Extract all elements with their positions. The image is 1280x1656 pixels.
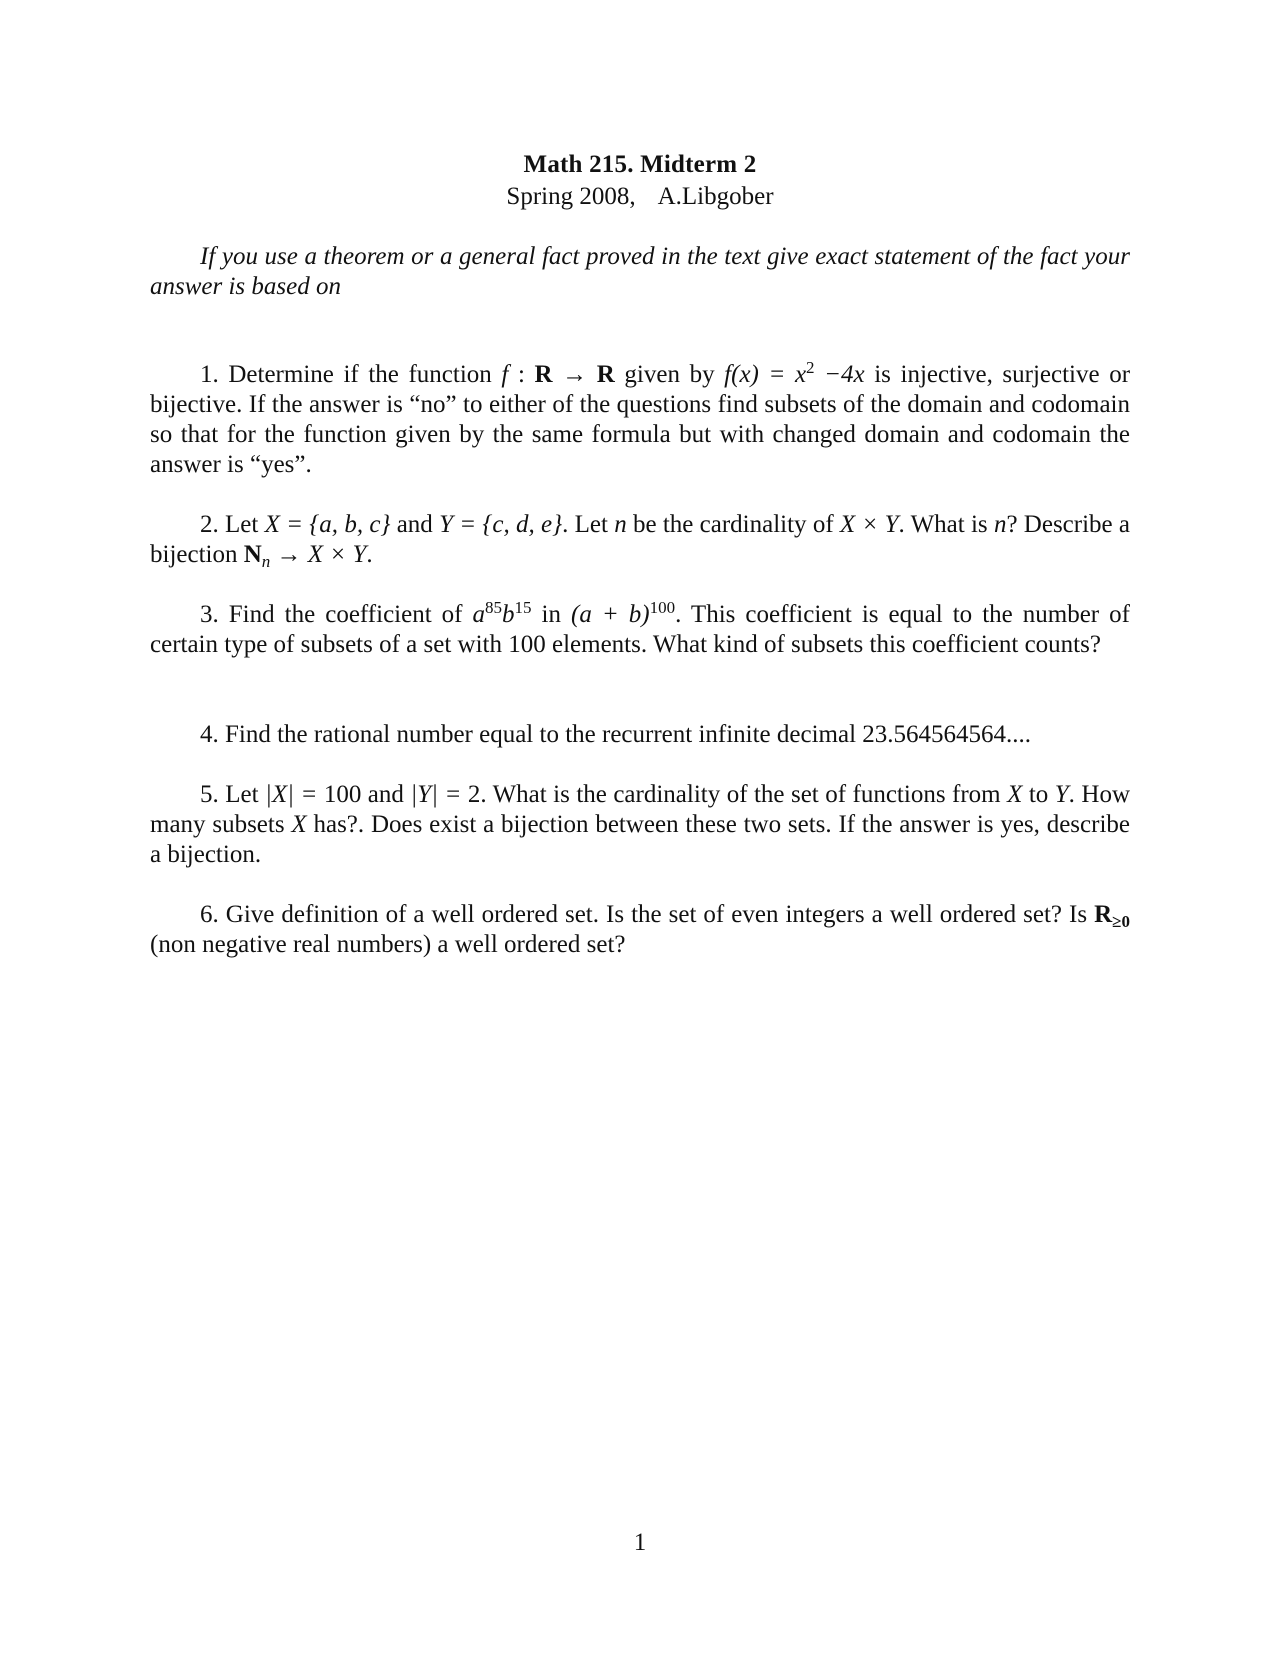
exam-instructions: If you use a theorem or a general fact proved in the text give exact statement of the fact your answer is based on (150, 243, 1130, 300)
exam-semester: Spring 2008, (506, 183, 636, 210)
page-number: 1 (633, 1529, 647, 1556)
problem-5: 5. Let |X| = 100 and |Y| = 2. What is the cardinality of the set of functions from X to Y. How many subsets X has?. Does exist a bijection between these two sets. If the answer is yes, describe a bijection. (150, 781, 1130, 868)
problem-4: 4. Find the rational number equal to the recurrent infinite decimal 23.564564564.... (200, 721, 1032, 748)
problem-2: 2. Let X = {a, b, c} and Y = {c, d, e}. Let n be the cardinality of X × Y. What is n? Describe a bijection $N_n \to X \times Y$. (150, 511, 1131, 571)
problem-6: 6. Give definition of a well ordered set. Is the set of even integers a well ordered set? Is $R_{\ge 0}$ (non negative real numbers) a well ordered set? (150, 901, 1130, 958)
exam-title: Math 215. Midterm 2 (523, 151, 757, 178)
exam-author: A.Libgober (657, 183, 774, 210)
problem-1: 1. Determine if the function f : R → R given by $f(x) = x^2 -4x$ is injective, surjective or bijective. If the answer is “no” to either of the questions find subsets of the domain and codomain so that for the function given by the same formula but with changed domain and codomain the answer is “yes”. (150, 358, 1131, 478)
exam-header (0, 150, 1280, 212)
exam-subtitle (0, 182, 1280, 212)
problem-3: 3. Find the coefficient of $a^{85}b^{15}$ in $(a + b)^{100}$. This coefficient is equal to the number of certain type of subsets of a set with 100 elements. What kind of subsets this coefficient counts? (150, 598, 1130, 658)
